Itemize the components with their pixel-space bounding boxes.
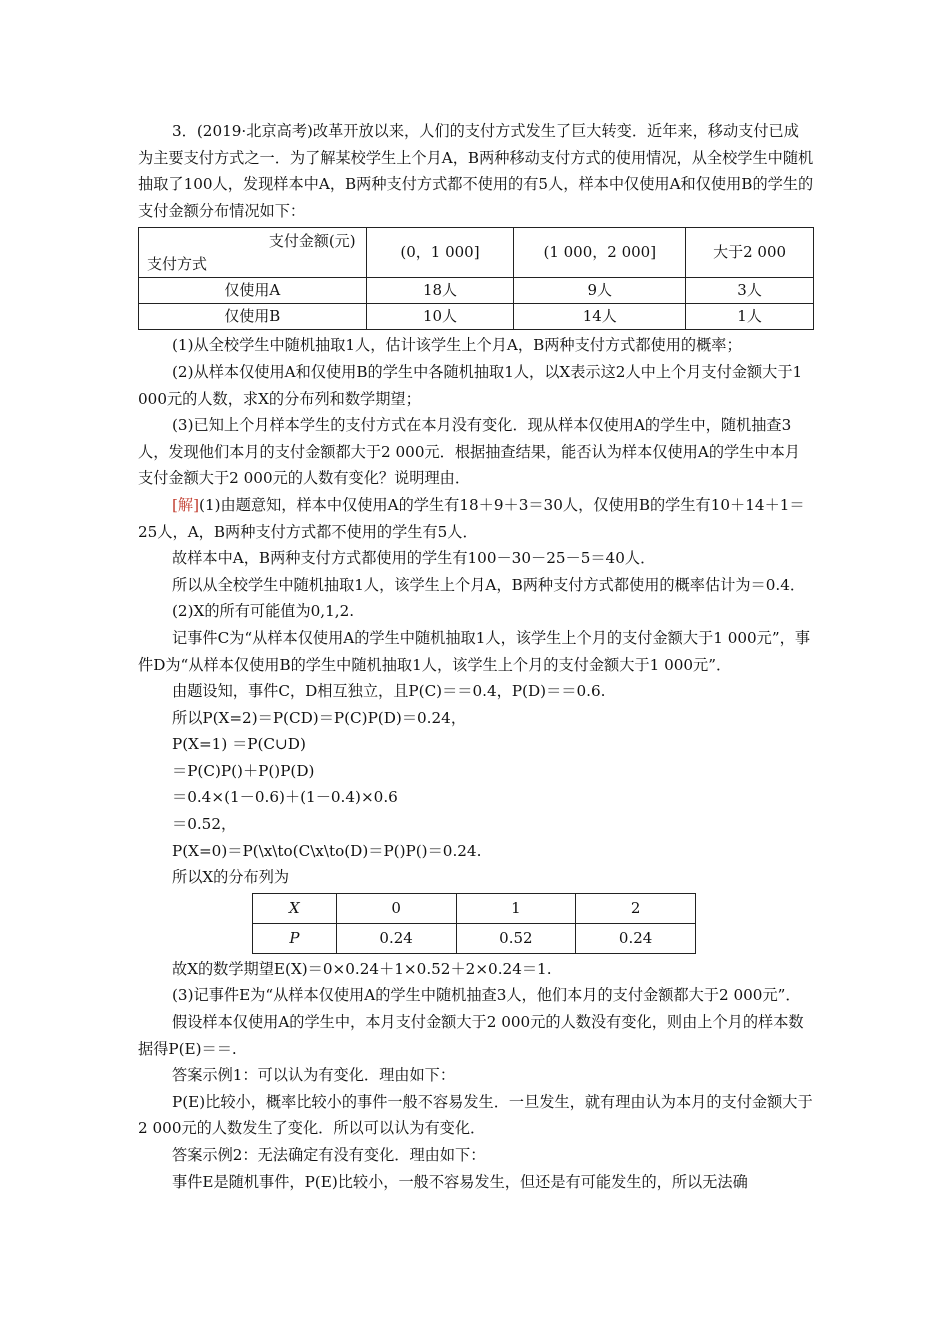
conclusion-line: (3)记事件E为“从样本仅使用A的学生中随机抽查3人，他们本月的支付金额都大于2 000元”．: [172, 986, 801, 1005]
solution-line: ＝0.52，: [172, 815, 237, 834]
solution-line: 所以从全校学生中随机抽取1人，该学生上个月A，B两种支付方式都使用的概率估计为＝0.4．: [172, 575, 806, 594]
solution-line: P(X=1) ＝P(C∪D): [172, 735, 306, 754]
column-header: (1 000，2 000]: [514, 228, 686, 278]
header-method: 支付方式: [147, 255, 208, 274]
solution-line: ＝0.4×(1－0.6)＋(1－0.4)×0.6: [172, 788, 398, 807]
solution-line: ＝P(C)P()＋P()P(D): [172, 761, 315, 780]
table-cell: 9人: [514, 278, 686, 304]
conclusion-line: 故X的数学期望E(X)＝0×0.24＋1×0.52＋2×0.24＝1.: [172, 959, 552, 978]
problem-intro: 3．(2019·北京高考)改革开放以来，人们的支付方式发生了巨大转变．近年来，移动支付已成为主要支付方式之一．为了解某校学生上个月A，B两种移动支付方式的使用情况，从全校学生中随机抽取了100人，发现样本中A，B两种支付方式都不使用的有5人，样本中仅使用A和仅使用B的学生的支付金额分布情况如下：: [138, 122, 814, 220]
table-cell: 3人: [686, 278, 814, 304]
table-cell: P: [253, 923, 337, 953]
table-row: [253, 923, 696, 953]
solution-start: [138, 492, 814, 545]
question-2: (2)从样本仅使用A和仅使用B的学生中各随机抽取1人，以X表示这2人中上个月支付金额大于1 000元的人数，求X的分布列和数学期望；: [138, 362, 803, 408]
column-header: (0，1 000]: [366, 228, 514, 278]
table-row: [253, 893, 696, 923]
table-row: [139, 278, 814, 304]
table-cell: 18人: [366, 278, 514, 304]
solution-line: 所以P(X=2)＝P(CD)＝P(C)P(D)＝0.24，: [172, 708, 467, 727]
table-cell: 0.24: [336, 923, 456, 953]
conclusion-line: P(E)比较小，概率比较小的事件一般不容易发生．一旦发生，就有理由认为本月的支付金额大于2 000元的人数发生了变化．所以可以认为有变化．: [138, 1092, 813, 1138]
solution-line: 由题设知，事件C，D相互独立，且P(C)＝＝0.4，P(D)＝＝0.6.: [172, 682, 606, 701]
conclusion-line: 事件E是随机事件，P(E)比较小，一般不容易发生，但还是有可能发生的，所以无法确: [172, 1172, 748, 1191]
document-page: [138, 118, 814, 1195]
solution-line: (2)X的所有可能值为0,1,2.: [172, 602, 355, 621]
table-cell: 0: [336, 893, 456, 923]
distribution-table: [252, 893, 696, 954]
question-3: (3)已知上个月样本学生的支付方式在本月没有变化．现从样本仅使用A的学生中，随机抽查3人，发现他们本月的支付金额都大于2 000元．根据抽查结果，能否认为样本仅使用A的学生中本月支付金额大于2 000元的人数有变化？说明理由．: [138, 416, 800, 488]
solution-part-1: (1)由题意知，样本中仅使用A的学生有18＋9＋3＝30人，仅使用B的学生有10＋14＋1＝25人，A，B两种支付方式都不使用的学生有5人．: [138, 495, 805, 541]
solution-line: 记事件C为“从样本仅使用A的学生中随机抽取1人，该学生上个月的支付金额大于1 000元”，事件D为“从样本仅使用B的学生中随机抽取1人，该学生上个月的支付金额大于1 000元”．: [138, 628, 811, 674]
header-amount: 支付金额(元): [268, 232, 356, 251]
table-cell: 0.52: [456, 923, 576, 953]
conclusion-line: 答案示例2：无法确定有没有变化．理由如下：: [172, 1146, 486, 1164]
payment-table: [138, 227, 814, 330]
conclusion-line: 答案示例1：可以认为有变化．理由如下：: [172, 1066, 456, 1085]
solution-line: 故样本中A，B两种支付方式都使用的学生有100－30－25－5＝40人．: [172, 549, 656, 568]
row-label: 仅使用B: [139, 304, 367, 330]
table-cell: 0.24: [576, 923, 696, 953]
table-cell: 1: [456, 893, 576, 923]
table-cell: 2: [576, 893, 696, 923]
solution-line: P(X=0)＝P(\x\to(C\x\to(D)＝P()P()＝0.24.: [172, 841, 482, 860]
table-cell: X: [253, 893, 337, 923]
table-row: [139, 304, 814, 330]
solution-tag: [解]: [172, 495, 200, 514]
diagonal-header-cell: [139, 228, 367, 278]
row-label: 仅使用A: [139, 278, 367, 304]
question-1: (1)从全校学生中随机抽取1人，估计该学生上个月A，B两种支付方式都使用的概率；: [172, 336, 742, 355]
table-cell: 1人: [686, 304, 814, 330]
conclusion-line: 假设样本仅使用A的学生中，本月支付金额大于2 000元的人数没有变化，则由上个月的样本数据得P(E)＝＝.: [138, 1013, 804, 1058]
solution-line: 所以X的分布列为: [172, 868, 290, 887]
column-header: 大于2 000: [686, 228, 814, 278]
table-cell: 10人: [366, 304, 514, 330]
table-cell: 14人: [514, 304, 686, 330]
